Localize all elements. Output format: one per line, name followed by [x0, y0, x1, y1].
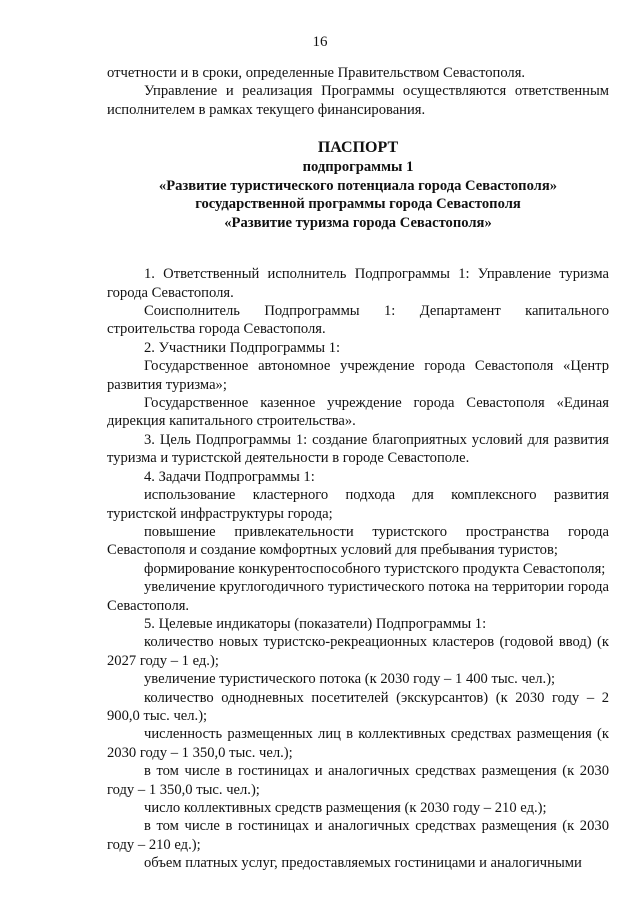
paragraph-task-3: формирование конкурентоспособного туристского продукта Севастополя;	[144, 560, 606, 577]
intro-paragraph-continuation: отчетности и в сроки, определенные Правительством Севастополя.	[107, 65, 526, 81]
paragraph-task-1: использование кластерного подхода для комплексного развития туристской инфраструктуры города;	[107, 487, 609, 522]
intro-paragraph: Управление и реализация Программы осуществляются ответственным исполнителем в рамках текущего финансирования.	[107, 83, 609, 118]
paragraph-indicator-8: объем платных услуг, предоставляемых гостиницами и аналогичными	[144, 855, 582, 872]
paragraph-participants-heading: 2. Участники Подпрограммы 1:	[144, 339, 341, 356]
paragraph-indicator-6: число коллективных средств размещения (к 2030 году – 210 ед.);	[144, 800, 547, 816]
paragraph-goal: 3. Цель Подпрограммы 1: создание благоприятных условий для развития туризма и туристской деятельности в городе Севастополе.	[107, 431, 609, 467]
paragraph-indicator-2: увеличение туристического потока (к 2030 году – 1 400 тыс. чел.);	[144, 671, 556, 688]
paragraph-indicator-5: в том числе в гостиницах и аналогичных средствах размещения (к 2030 году – 1 350,0 тыс. чел.);	[107, 763, 609, 798]
paragraph-indicator-3: количество однодневных посетителей (экскурсантов) (к 2030 году – 2 900,0 тыс. чел.);	[107, 689, 609, 724]
title-state-program: государственной программы города Севастополя	[195, 196, 521, 213]
paragraph-task-2: повышение привлекательности туристского пространства города Севастополя и создание комфортных условий для пребывания туристов;	[107, 523, 609, 559]
title-subprogram: подпрограммы 1	[302, 159, 414, 176]
paragraph-co-executor: Соисполнитель Подпрограммы 1: Департамент капитального строительства города Севастополя.	[107, 303, 609, 338]
paragraph-participant-1: Государственное автономное учреждение города Севастополя «Центр развития туризма»;	[107, 358, 609, 393]
paragraph-tasks-heading: 4. Задачи Подпрограммы 1:	[144, 468, 315, 485]
paragraph-task-4: увеличение круглогодичного туристического потока на территории города Севастополя.	[107, 579, 609, 614]
page-number: 16	[312, 34, 328, 50]
title-passport: ПАСПОРТ	[317, 139, 399, 157]
paragraph-indicator-1: количество новых туристско-рекреационных кластеров (годовой ввод) (к 2027 году – 1 ед.);	[107, 634, 609, 669]
passport-title	[107, 137, 609, 232]
paragraph-responsible-executor: 1. Ответственный исполнитель Подпрограммы 1: Управление туризма города Севастополя.	[107, 266, 609, 301]
paragraph-indicator-7: в том числе в гостиницах и аналогичных средствах размещения (к 2030 году – 210 ед.);	[107, 818, 609, 853]
paragraph-indicator-4: численность размещенных лиц в коллективных средствах размещения (к 2030 году – 1 350,0 тыс. чел.);	[107, 726, 609, 761]
paragraph-indicators-heading: 5. Целевые индикаторы (показатели) Подпрограммы 1:	[144, 615, 487, 632]
document-body	[107, 64, 609, 873]
title-subprogram-name: «Развитие туристического потенциала города Севастополя»	[158, 177, 558, 194]
paragraph-participant-2: Государственное казенное учреждение города Севастополя «Единая дирекция капитального строительства».	[107, 395, 609, 430]
title-state-program-name: «Развитие туризма города Севастополя»	[224, 214, 492, 231]
